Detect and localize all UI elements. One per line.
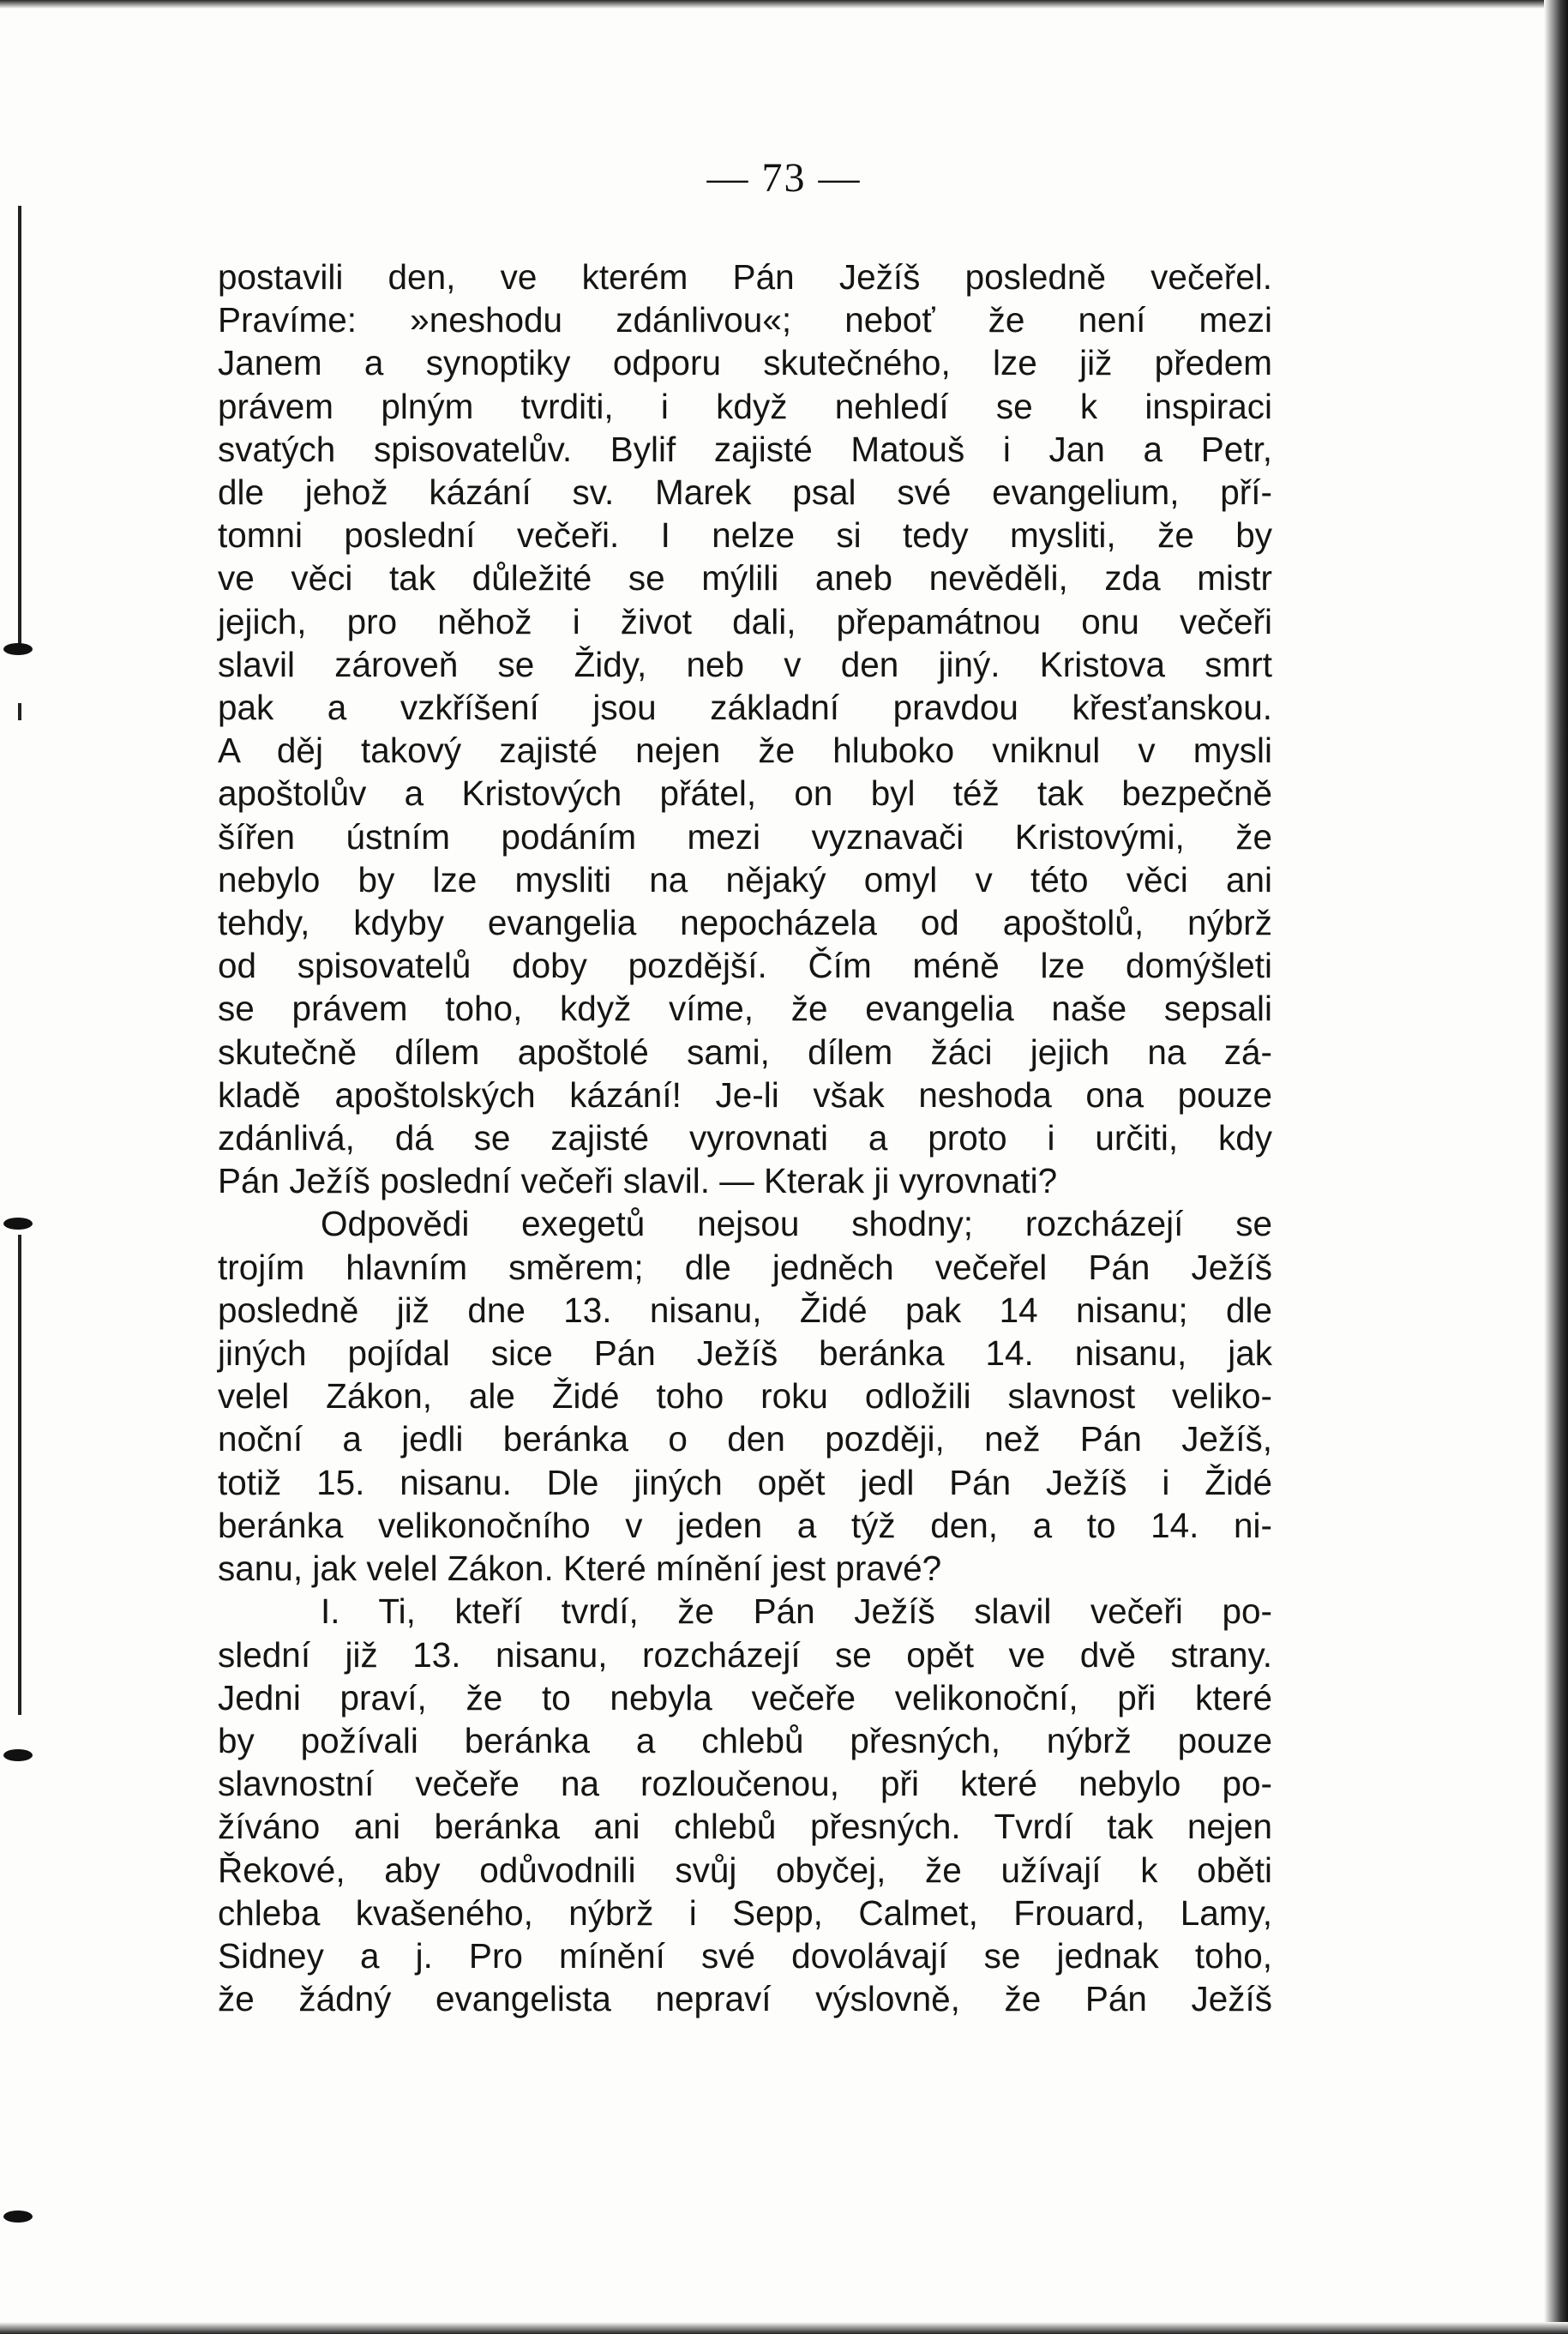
text-line: posledně již dne 13. nisanu, Židé pak 14 nisanu; dle xyxy=(218,1290,1272,1330)
text-line: Janem a synoptiky odporu skutečného, lze již předem xyxy=(218,343,1272,383)
text-line: sanu, jak velel Zákon. Které mínění jest pravé? xyxy=(218,1549,942,1589)
text-line: ve věci tak důležité se mýlili aneb nevěděli, zda mistr xyxy=(218,558,1272,599)
text-line: dle jehož kázání sv. Marek psal své evangelium, pří- xyxy=(218,472,1272,513)
binding-thread xyxy=(18,703,21,720)
text-line: jiných pojídal sice Pán Ježíš beránka 14. nisanu, jak xyxy=(218,1333,1272,1374)
binding-knot xyxy=(3,1218,33,1230)
text-line: postavili den, ve kterém Pán Ježíš posledně večeřel. xyxy=(218,257,1272,297)
text-line: nebylo by lze mysliti na nějaký omyl v této věci ani xyxy=(218,859,1272,899)
text-line: skutečně dílem apoštolé sami, dílem žáci jejich na zá- xyxy=(218,1032,1272,1072)
text-line: že žádný evangelista nepraví výslovně, že Pán Ježíš xyxy=(218,1979,1272,2019)
binding-knot xyxy=(3,2211,33,2223)
text-line: I. Ti, kteří tvrdí, že Pán Ježíš slavil večeři po- xyxy=(321,1591,1272,1632)
text-line: Jedni praví, že to nebyla večeře velikonoční, při které xyxy=(218,1677,1272,1717)
text-line: slavnostní večeře na rozloučenou, při které nebylo po- xyxy=(218,1764,1272,1804)
text-line: beránka velikonočního v jeden a týž den, a to 14. ni- xyxy=(218,1505,1272,1545)
binding-knot xyxy=(3,1749,33,1761)
scan-edge-right xyxy=(1544,0,1568,2334)
text-line: chleba kvašeného, nýbrž i Sepp, Calmet, Frouard, Lamy, xyxy=(218,1892,1272,1933)
text-line: pak a vzkříšení jsou základní pravdou křesťanskou. xyxy=(218,688,1272,728)
text-line: Sidney a j. Pro mínění své dovolávají se jednak toho, xyxy=(218,1935,1272,1976)
scan-edge-top xyxy=(0,0,1568,9)
binding-thread xyxy=(18,1235,21,1715)
text-line: slední již 13. nisanu, rozcházejí se opět ve dvě strany. xyxy=(218,1634,1272,1675)
scan-edge-bottom xyxy=(0,2322,1568,2334)
text-line: Pravíme: »neshodu zdánlivou«; neboť že není mezi xyxy=(218,300,1272,340)
text-line: právem plným tvrditi, i když nehledí se k inspiraci xyxy=(218,386,1272,426)
text-line: trojím hlavním směrem; dle jedněch večeřel Pán Ježíš xyxy=(218,1247,1272,1287)
text-line: by požívali beránka a chlebů přesných, nýbrž pouze xyxy=(218,1720,1272,1760)
text-line: noční a jedli beránka o den později, než Pán Ježíš, xyxy=(218,1419,1272,1459)
text-line: totiž 15. nisanu. Dle jiných opět jedl Pán Ježíš i Židé xyxy=(218,1462,1272,1502)
binding-knot xyxy=(3,643,33,655)
text-line: A děj takový zajisté nejen že hluboko vniknul v mysli xyxy=(218,731,1272,771)
text-line: apoštolův a Kristových přátel, on byl též tak bezpečně xyxy=(218,773,1272,814)
text-line: slavil zároveň se Židy, neb v den jiný. Kristova smrt xyxy=(218,644,1272,684)
text-line: tehdy, kdyby evangelia nepocházela od apoštolů, nýbrž xyxy=(218,903,1272,943)
text-line: šířen ústním podáním mezi vyznavači Kristovými, že xyxy=(218,816,1272,857)
text-line: od spisovatelů doby pozdější. Čím méně lze domýšleti xyxy=(218,946,1272,986)
binding-thread xyxy=(18,206,21,652)
text-line: velel Zákon, ale Židé toho roku odložili slavnost veliko- xyxy=(218,1376,1272,1417)
text-line: Pán Ježíš poslední večeři slavil. — Kterak ji vyrovnati? xyxy=(218,1161,1058,1201)
text-line: žíváno ani beránka ani chlebů přesných. Tvrdí tak nejen xyxy=(218,1807,1272,1847)
text-line: Odpovědi exegetů nejsou shodny; rozcházejí se xyxy=(321,1204,1272,1244)
page-number: — 73 — xyxy=(706,155,862,201)
text-line: jejich, pro něhož i život dali, přepamátnou onu večeři xyxy=(218,601,1272,641)
text-line: kladě apoštolských kázání! Je-li však neshoda ona pouze xyxy=(218,1074,1272,1115)
text-line: zdánlivá, dá se zajisté vyrovnati a proto i určiti, kdy xyxy=(218,1118,1272,1158)
binding-stitches xyxy=(15,206,24,1921)
text-line: se právem toho, když víme, že evangelia naše sepsali xyxy=(218,989,1272,1029)
body-text xyxy=(218,256,1272,2020)
text-line: tomni poslední večeři. I nelze si tedy mysliti, že by xyxy=(218,515,1272,556)
text-line: Řekové, aby odůvodnili svůj obyčej, že užívají k oběti xyxy=(218,1850,1272,1890)
text-line: svatých spisovatelův. Bylif zajisté Matouš i Jan a Petr, xyxy=(218,429,1272,469)
